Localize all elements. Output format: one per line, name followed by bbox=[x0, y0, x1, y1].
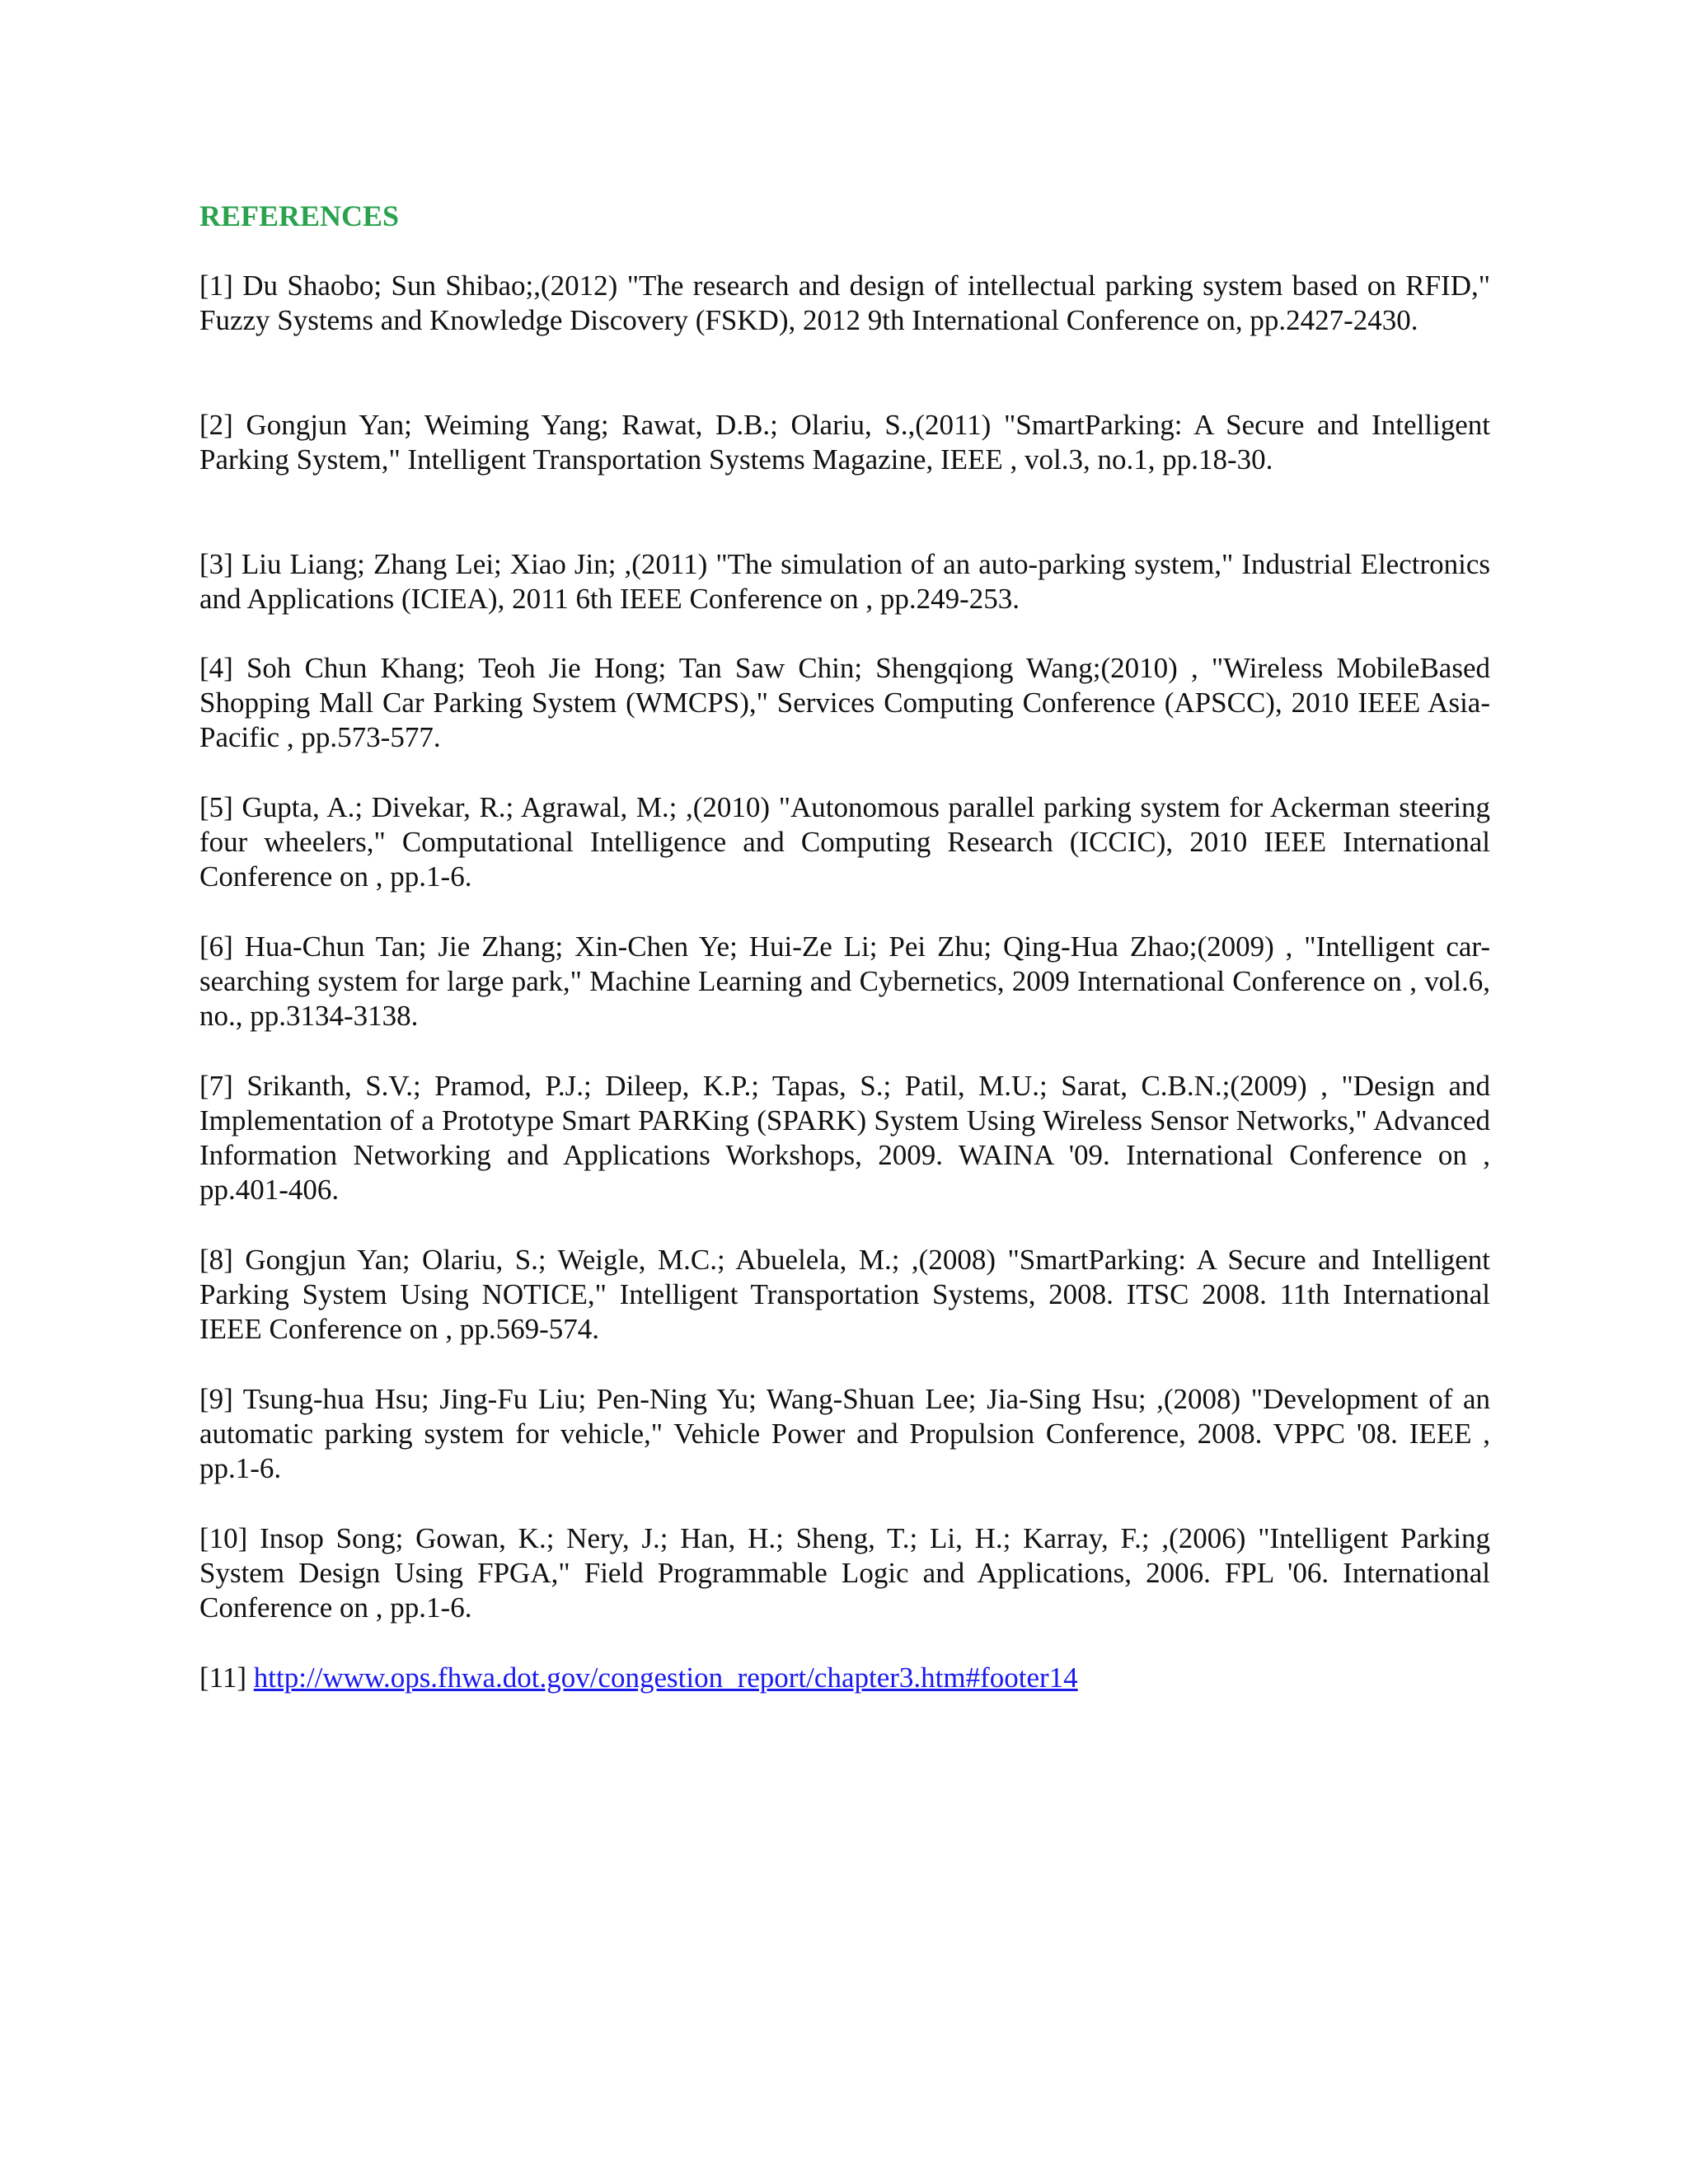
reference-label: [6] bbox=[199, 930, 233, 963]
reference-text: Hua-Chun Tan; Jie Zhang; Xin-Chen Ye; Hui-Ze Li; Pei Zhu; Qing-Hua Zhao;(2009) , "Intelligent car-searching system for large park," Machine Learning and Cybernetics, 2009 International Conference on , vol.6, no., pp.3134-3138. bbox=[199, 930, 1491, 1032]
reference-url-link[interactable]: http://www.ops.fhwa.dot.gov/congestion_report/chapter3.htm#footer14 bbox=[253, 1661, 1078, 1694]
reference-item bbox=[199, 408, 1490, 477]
reference-label: [1] bbox=[199, 269, 233, 302]
reference-label: [9] bbox=[199, 1383, 233, 1415]
reference-item bbox=[199, 1521, 1490, 1625]
reference-label: [8] bbox=[199, 1244, 233, 1276]
reference-text: Tsung-hua Hsu; Jing-Fu Liu; Pen-Ning Yu; Wang-Shuan Lee; Jia-Sing Hsu; ,(2008) "Development of an automatic parking system for vehicle," Vehicle Power and Propulsion Conference, 2008. VPPC '08. IEEE , pp.1-6. bbox=[199, 1383, 1490, 1484]
reference-text: Liu Liang; Zhang Lei; Xiao Jin; ,(2011) "The simulation of an auto-parking system," Industrial Electronics and Applications (ICIEA), 2011 6th IEEE Conference on , pp.249-253. bbox=[199, 548, 1491, 615]
reference-label: [10] bbox=[199, 1522, 248, 1554]
reference-item bbox=[199, 269, 1490, 338]
reference-item bbox=[199, 1661, 1490, 1695]
reference-text: Soh Chun Khang; Teoh Jie Hong; Tan Saw Chin; Shengqiong Wang;(2010) , "Wireless MobileBased Shopping Mall Car Parking System (WMCPS)," Services Computing Conference (APSCC), 2010 IEEE Asia-Pacific , pp.573-577. bbox=[199, 652, 1490, 753]
reference-item bbox=[199, 790, 1490, 894]
reference-text: Du Shaobo; Sun Shibao;,(2012) "The research and design of intellectual parking system based on RFID," Fuzzy Systems and Knowledge Discovery (FSKD), 2012 9th International Conference on, pp.2427-2430. bbox=[199, 269, 1491, 336]
reference-item bbox=[199, 1243, 1490, 1347]
reference-label: [4] bbox=[199, 652, 233, 684]
reference-item bbox=[199, 1382, 1490, 1486]
reference-label: [7] bbox=[199, 1070, 233, 1102]
reference-label: [5] bbox=[199, 791, 233, 823]
reference-item bbox=[199, 547, 1490, 616]
references-heading: REFERENCES bbox=[199, 199, 400, 232]
reference-label: [11] bbox=[199, 1661, 247, 1694]
reference-item bbox=[199, 1069, 1490, 1207]
reference-text: Gupta, A.; Divekar, R.; Agrawal, M.; ,(2010) "Autonomous parallel parking system for Ackerman steering four wheelers," Computational Intelligence and Computing Research (ICCIC), 2010 IEEE International Conference on , pp.1-6. bbox=[199, 791, 1491, 893]
reference-text: Srikanth, S.V.; Pramod, P.J.; Dileep, K.P.; Tapas, S.; Patil, M.U.; Sarat, C.B.N.;(2009) , "Design and Implementation of a Prototype Smart PARKing (SPARK) System Using Wireless Sensor Networks," Advanced Information Networking and Applications Workshops, 2009. WAINA '09. International Conference on , pp.401-406. bbox=[199, 1070, 1490, 1206]
reference-text: Insop Song; Gowan, K.; Nery, J.; Han, H.; Sheng, T.; Li, H.; Karray, F.; ,(2006) "Intelligent Parking System Design Using FPGA," Field Programmable Logic and Applications, 2006. FPL '06. International Conference on , pp.1-6. bbox=[199, 1522, 1491, 1624]
reference-label: [3] bbox=[199, 548, 233, 580]
reference-item bbox=[199, 651, 1490, 755]
reference-text: Gongjun Yan; Olariu, S.; Weigle, M.C.; Abuelela, M.; ,(2008) "SmartParking: A Secure and Intelligent Parking System Using NOTICE," Intelligent Transportation Systems, 2008. ITSC 2008. 11th International IEEE Conference on , pp.569-574. bbox=[199, 1244, 1490, 1345]
reference-item bbox=[199, 930, 1490, 1033]
reference-text: Gongjun Yan; Weiming Yang; Rawat, D.B.; Olariu, S.,(2011) "SmartParking: A Secure and Intelligent Parking System," Intelligent Transportation Systems Magazine, IEEE , vol.3, no.1, pp.18-30. bbox=[199, 409, 1491, 476]
reference-label: [2] bbox=[199, 409, 233, 441]
